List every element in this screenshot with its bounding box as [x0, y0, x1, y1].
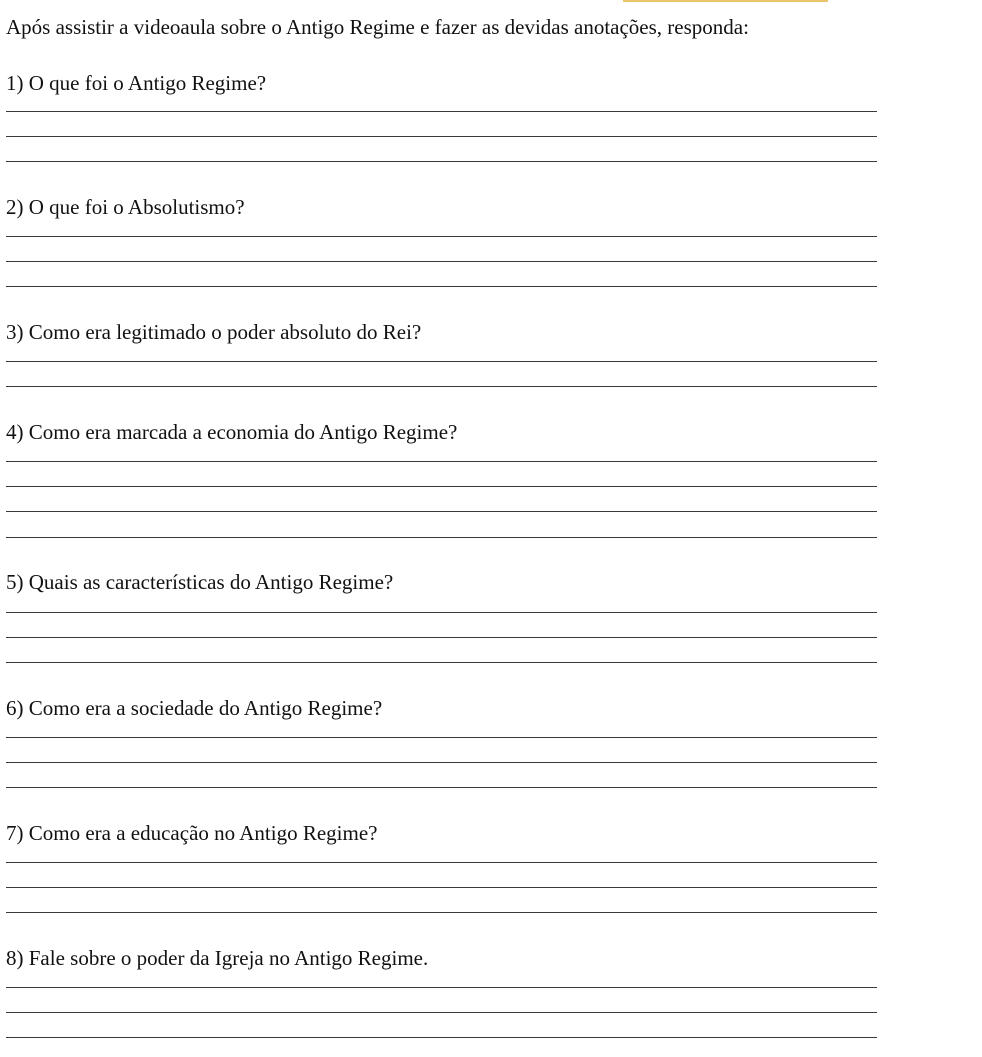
answer-line[interactable] — [6, 762, 877, 763]
answer-line[interactable] — [6, 486, 877, 487]
top-highlight-bar — [623, 0, 828, 2]
answer-line[interactable] — [6, 511, 877, 512]
question-4: 4) Como era marcada a economia do Antigo Regime? — [6, 420, 458, 444]
answer-line[interactable] — [6, 912, 877, 913]
answer-line[interactable] — [6, 987, 877, 988]
answer-line[interactable] — [6, 236, 877, 237]
question-6: 6) Como era a sociedade do Antigo Regime? — [6, 696, 383, 720]
question-7: 7) Como era a educação no Antigo Regime? — [6, 821, 378, 845]
instructions-text: Após assistir a videoaula sobre o Antigo Regime e fazer as devidas anotações, responda: — [6, 15, 749, 39]
answer-line[interactable] — [6, 862, 877, 863]
answer-line[interactable] — [6, 787, 877, 788]
answer-line[interactable] — [6, 1037, 877, 1038]
answer-line[interactable] — [6, 662, 877, 663]
question-8: 8) Fale sobre o poder da Igreja no Antigo Regime. — [6, 946, 429, 970]
answer-line[interactable] — [6, 637, 877, 638]
answer-line[interactable] — [6, 537, 877, 538]
question-2: 2) O que foi o Absolutismo? — [6, 195, 245, 219]
answer-line[interactable] — [6, 136, 877, 137]
answer-line[interactable] — [6, 286, 877, 287]
answer-line[interactable] — [6, 887, 877, 888]
answer-line[interactable] — [6, 261, 877, 262]
question-5: 5) Quais as características do Antigo Regime? — [6, 570, 394, 594]
question-3: 3) Como era legitimado o poder absoluto do Rei? — [6, 320, 422, 344]
answer-line[interactable] — [6, 612, 877, 613]
answer-line[interactable] — [6, 386, 877, 387]
answer-line[interactable] — [6, 361, 877, 362]
answer-line[interactable] — [6, 1012, 877, 1013]
question-1: 1) O que foi o Antigo Regime? — [6, 71, 267, 95]
answer-line[interactable] — [6, 161, 877, 162]
answer-line[interactable] — [6, 737, 877, 738]
answer-line[interactable] — [6, 461, 877, 462]
answer-line[interactable] — [6, 111, 877, 112]
